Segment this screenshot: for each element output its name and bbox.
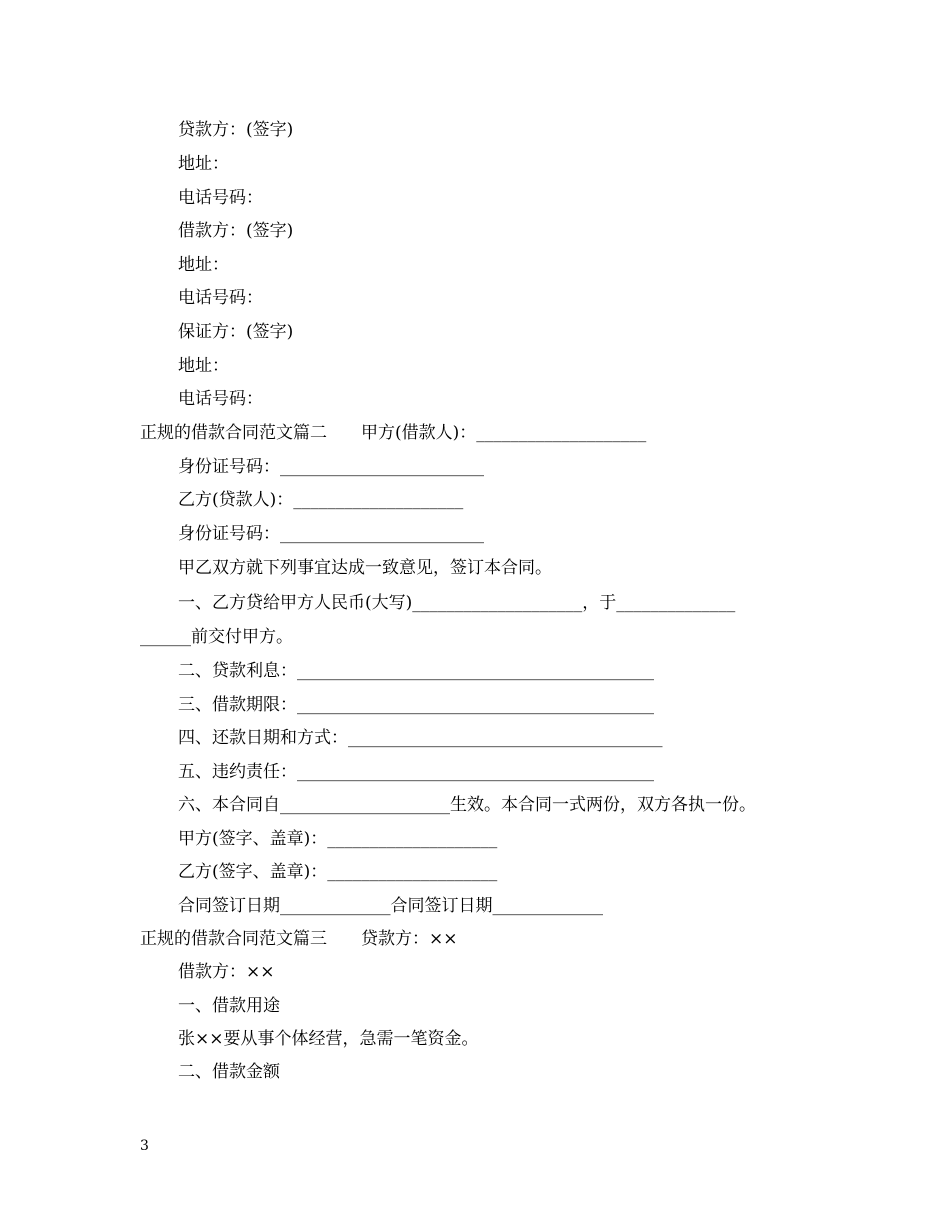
section2-line: 甲方(签字、盖章)：____________________	[178, 829, 498, 849]
section3-line: 二、借款金额	[178, 1062, 280, 1082]
section2-line: 身份证号码：________________________	[178, 457, 484, 477]
lender-signature-line: 贷款方：(签字)	[178, 120, 294, 140]
section3-line: 一、借款用途	[178, 996, 280, 1016]
guarantor-signature-line: 保证方：(签字)	[178, 322, 294, 342]
lender-address-line: 地址：	[178, 154, 229, 174]
guarantor-phone-line: 电话号码：	[178, 389, 263, 409]
borrower-phone-line: 电话号码：	[178, 288, 263, 308]
section2-line: 二、贷款利息：__________________________________________	[178, 661, 654, 681]
section2-line: ______前交付甲方。	[140, 627, 293, 647]
section2-line: 三、借款期限：__________________________________________	[178, 695, 654, 715]
section3-line: 张××要从事个体经营，急需一笔资金。	[178, 1029, 479, 1049]
section3-line: 借款方：××	[178, 962, 275, 982]
section2-line: 四、还款日期和方式：_____________________________________	[178, 728, 663, 748]
section2-line: 五、违约责任：__________________________________________	[178, 762, 654, 782]
section2-line: 合同签订日期_____________合同签订日期_____________	[178, 896, 603, 916]
lender-phone-line: 电话号码：	[178, 188, 263, 208]
section2-line: 乙方(贷款人)：____________________	[178, 490, 464, 510]
section2-line: 身份证号码：________________________	[178, 524, 484, 544]
section2-line: 甲乙双方就下列事宜达成一致意见，签订本合同。	[178, 558, 552, 578]
page-number: 3	[140, 1138, 149, 1154]
section2-line: 乙方(签字、盖章)：____________________	[178, 862, 498, 882]
guarantor-address-line: 地址：	[178, 356, 229, 376]
section3-heading: 正规的借款合同范文篇三 贷款方：××	[140, 929, 458, 949]
section2-line: 一、乙方贷给甲方人民币(大写)____________________，于______________	[178, 593, 736, 613]
section2-line: 六、本合同自____________________生效。本合同一式两份，双方各执一份。	[178, 795, 756, 815]
section2-heading: 正规的借款合同范文篇二 甲方(借款人)：____________________	[140, 423, 647, 443]
borrower-signature-line: 借款方：(签字)	[178, 221, 294, 241]
borrower-address-line: 地址：	[178, 255, 229, 275]
